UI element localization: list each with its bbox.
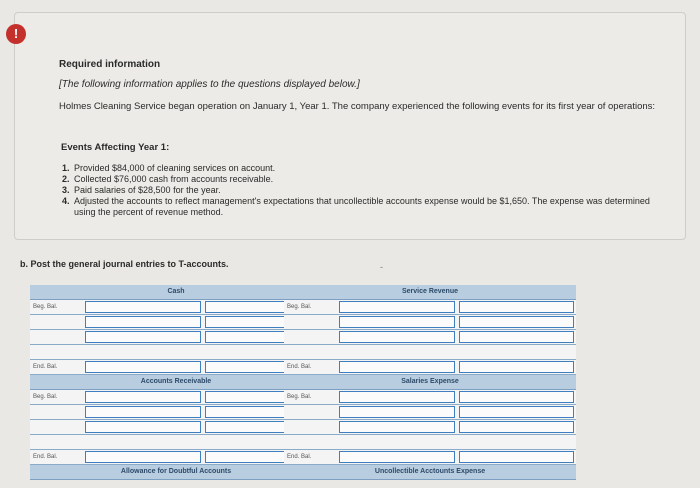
event-item: 3. Paid salaries of $28,500 for the year.	[62, 185, 221, 195]
event-item: 2. Collected $76,000 cash from accounts receivable.	[62, 174, 274, 184]
event-item: 4. Adjusted the accounts to reflect management's expectations that uncollectible accounts expense would be $1,650. The expense was determined using the percent of revenue method.	[62, 196, 650, 217]
credit-input[interactable]	[459, 331, 575, 343]
end-balance-input[interactable]	[339, 451, 455, 463]
t-account-title: Cash	[30, 285, 322, 300]
t-account-allowance-doubtful	[30, 465, 322, 480]
debit-input[interactable]	[85, 421, 201, 433]
end-bal-label: End. Bal.	[33, 364, 58, 370]
debit-input[interactable]	[339, 421, 455, 433]
debit-input[interactable]	[85, 331, 201, 343]
debit-input[interactable]	[339, 331, 455, 343]
debit-input[interactable]	[339, 301, 455, 313]
part-b-instruction: b. Post the general journal entries to T-accounts.	[20, 259, 229, 269]
t-account-salaries-expense	[284, 375, 576, 465]
event-item: 1. Provided $84,000 of cleaning services on account.	[62, 163, 276, 173]
end-bal-label: End. Bal.	[287, 454, 312, 460]
dash-mark: -	[380, 262, 383, 272]
end-balance-input[interactable]	[339, 361, 455, 373]
debit-input[interactable]	[339, 391, 455, 403]
end-bal-label: End. Bal.	[287, 364, 312, 370]
t-account-cash	[30, 285, 322, 375]
alert-icon: !	[6, 24, 26, 44]
end-balance-input[interactable]	[459, 451, 575, 463]
credit-input[interactable]	[459, 316, 575, 328]
t-account-accounts-receivable	[30, 375, 322, 465]
end-bal-label: End. Bal.	[33, 454, 58, 460]
debit-input[interactable]	[85, 301, 201, 313]
t-account-title: Salaries Expense	[284, 375, 576, 390]
beg-bal-label: Beg. Bal.	[33, 394, 58, 400]
beg-bal-label: Beg. Bal.	[287, 304, 312, 310]
t-account-service-revenue	[284, 285, 576, 375]
credit-input[interactable]	[459, 406, 575, 418]
credit-input[interactable]	[459, 301, 575, 313]
debit-input[interactable]	[85, 391, 201, 403]
debit-input[interactable]	[339, 316, 455, 328]
beg-bal-label: Beg. Bal.	[33, 304, 58, 310]
info-subtitle: [The following information applies to the questions displayed below.]	[59, 79, 360, 90]
credit-input[interactable]	[459, 421, 575, 433]
end-balance-input[interactable]	[459, 361, 575, 373]
t-account-title: Accounts Receivable	[30, 375, 322, 390]
t-account-uncollectible-expense	[284, 465, 576, 480]
beg-bal-label: Beg. Bal.	[287, 394, 312, 400]
required-information-title: Required information	[59, 59, 161, 70]
credit-input[interactable]	[459, 391, 575, 403]
t-account-title: Allowance for Doubtful Accounts	[30, 465, 322, 480]
debit-input[interactable]	[339, 406, 455, 418]
debit-input[interactable]	[85, 406, 201, 418]
t-account-title: Uncollectible Acctounts Expense	[284, 465, 576, 480]
events-heading: Events Affecting Year 1:	[61, 142, 170, 153]
end-balance-input[interactable]	[85, 361, 201, 373]
info-paragraph: Holmes Cleaning Service began operation on January 1, Year 1. The company experienced the following events for its first year of operations:	[59, 101, 656, 112]
t-account-title: Service Revenue	[284, 285, 576, 300]
debit-input[interactable]	[85, 316, 201, 328]
required-information-panel	[14, 12, 686, 240]
end-balance-input[interactable]	[85, 451, 201, 463]
events-list	[62, 163, 662, 218]
